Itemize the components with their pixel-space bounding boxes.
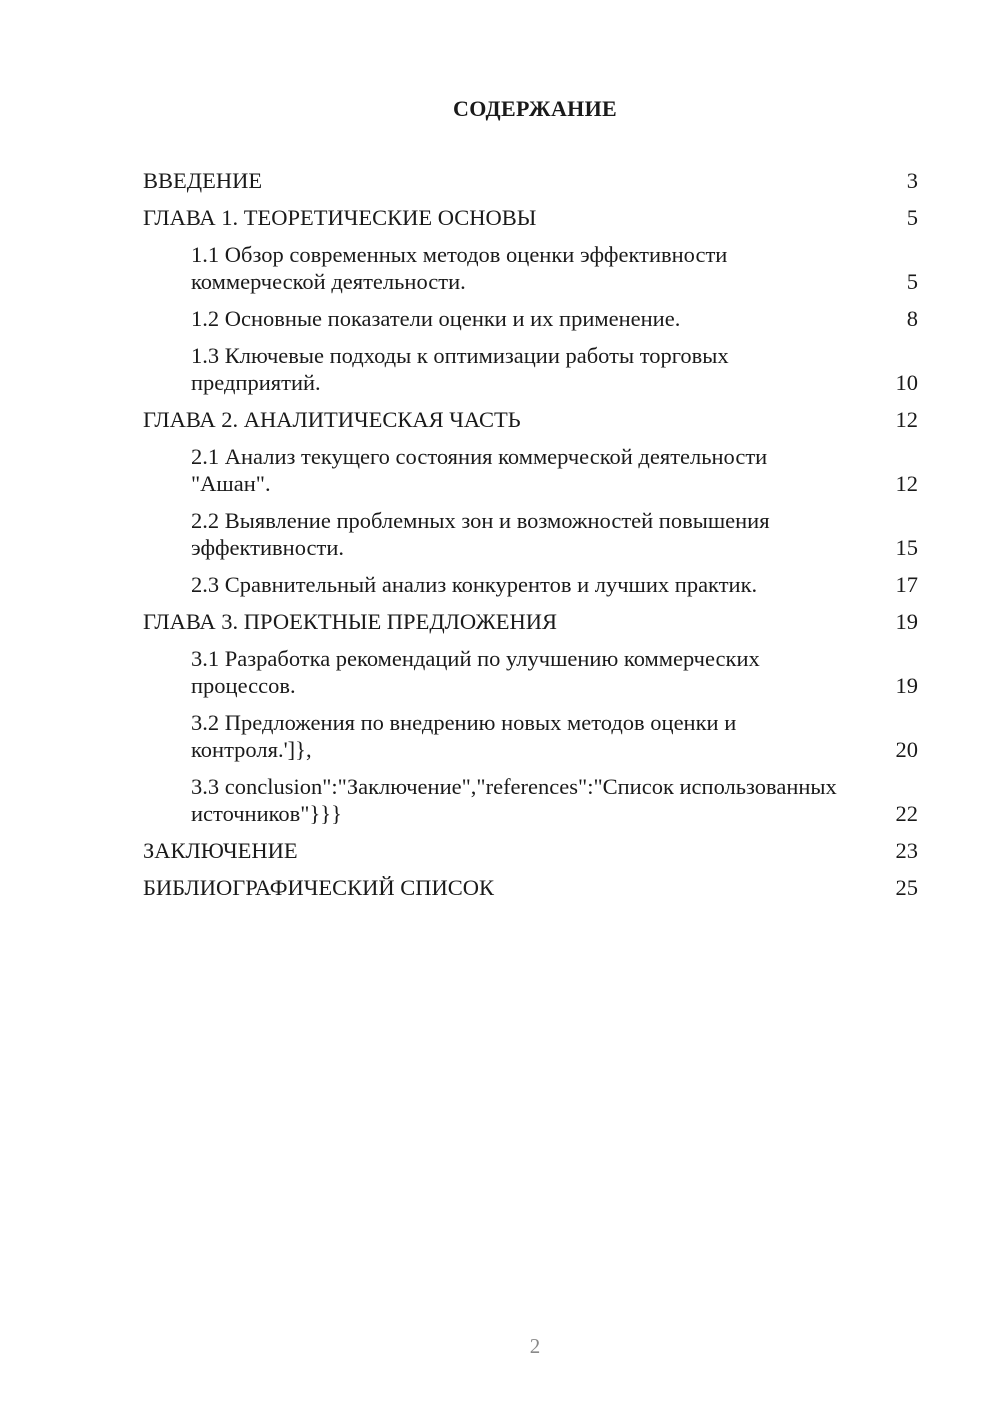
toc-entry-label: ГЛАВА 1. ТЕОРЕТИЧЕСКИЕ ОСНОВЫ bbox=[143, 205, 537, 230]
toc-entry-chapter-2[interactable] bbox=[143, 406, 918, 433]
toc-entry-label: ГЛАВА 3. ПРОЕКТНЫЕ ПРЕДЛОЖЕНИЯ bbox=[143, 609, 558, 634]
toc-entry-label: ЗАКЛЮЧЕНИЕ bbox=[143, 838, 298, 863]
toc-entry-label: 1.2 Основные показатели оценки и их применение. bbox=[191, 306, 681, 331]
toc-entry-conclusion[interactable] bbox=[143, 837, 918, 864]
toc-entry-page: 5 bbox=[906, 269, 918, 294]
toc-entry-section-3-2[interactable] bbox=[143, 709, 918, 763]
toc-entry-page: 8 bbox=[906, 306, 918, 331]
toc-entry-page: 12 bbox=[895, 407, 918, 432]
toc-entry-label: 3.1 Разработка рекомендаций по улучшению коммерческих процессов. bbox=[191, 646, 760, 698]
toc-entry-bibliography[interactable] bbox=[143, 874, 918, 901]
toc-entry-section-2-2[interactable] bbox=[143, 507, 918, 561]
toc-entry-section-1-3[interactable] bbox=[143, 342, 918, 396]
toc-entry-page: 20 bbox=[895, 737, 918, 762]
toc-entry-section-3-3[interactable] bbox=[143, 773, 918, 827]
page-number: 2 bbox=[529, 1334, 541, 1358]
toc-entry-label: 2.2 Выявление проблемных зон и возможностей повышения эффективности. bbox=[191, 508, 770, 560]
toc-entry-page: 17 bbox=[895, 572, 918, 597]
toc-entry-label: 1.3 Ключевые подходы к оптимизации работы торговых предприятий. bbox=[191, 343, 729, 395]
toc-entry-label: ГЛАВА 2. АНАЛИТИЧЕСКАЯ ЧАСТЬ bbox=[143, 407, 521, 432]
toc-entry-label: 3.3 conclusion":"Заключение","references":"Список использованных источников"}}} bbox=[191, 774, 837, 826]
toc-entry-page: 22 bbox=[895, 801, 918, 826]
toc-entry-label: 1.1 Обзор современных методов оценки эффективности коммерческой деятельности. bbox=[191, 242, 728, 294]
toc-entry-label: ВВЕДЕНИЕ bbox=[143, 168, 263, 193]
toc-entry-section-1-2[interactable] bbox=[143, 305, 918, 332]
toc-entry-section-2-3[interactable] bbox=[143, 571, 918, 598]
toc-entry-label: 2.3 Сравнительный анализ конкурентов и лучших практик. bbox=[191, 572, 758, 597]
toc-entry-section-3-1[interactable] bbox=[143, 645, 918, 699]
toc-entry-page: 25 bbox=[895, 875, 918, 900]
toc-entry-page: 12 bbox=[895, 471, 918, 496]
toc-entry-introduction[interactable] bbox=[143, 167, 918, 194]
toc-entry-chapter-1[interactable] bbox=[143, 204, 918, 231]
toc-entry-label: БИБЛИОГРАФИЧЕСКИЙ СПИСОК bbox=[143, 875, 495, 900]
toc-entry-label: 3.2 Предложения по внедрению новых методов оценки и контроля.']}, bbox=[191, 710, 737, 762]
toc-entry-page: 23 bbox=[895, 838, 918, 863]
table-of-contents bbox=[143, 167, 918, 911]
toc-title: СОДЕРЖАНИЕ bbox=[453, 96, 617, 121]
toc-entry-page: 10 bbox=[895, 370, 918, 395]
toc-entry-page: 15 bbox=[895, 535, 918, 560]
toc-entry-page: 19 bbox=[895, 673, 918, 698]
toc-entry-page: 5 bbox=[906, 205, 918, 230]
toc-entry-section-2-1[interactable] bbox=[143, 443, 918, 497]
toc-entry-page: 3 bbox=[906, 168, 918, 193]
toc-entry-page: 19 bbox=[895, 609, 918, 634]
toc-entry-chapter-3[interactable] bbox=[143, 608, 918, 635]
toc-entry-label: 2.1 Анализ текущего состояния коммерческой деятельности "Ашан". bbox=[191, 444, 768, 496]
toc-entry-section-1-1[interactable] bbox=[143, 241, 918, 295]
